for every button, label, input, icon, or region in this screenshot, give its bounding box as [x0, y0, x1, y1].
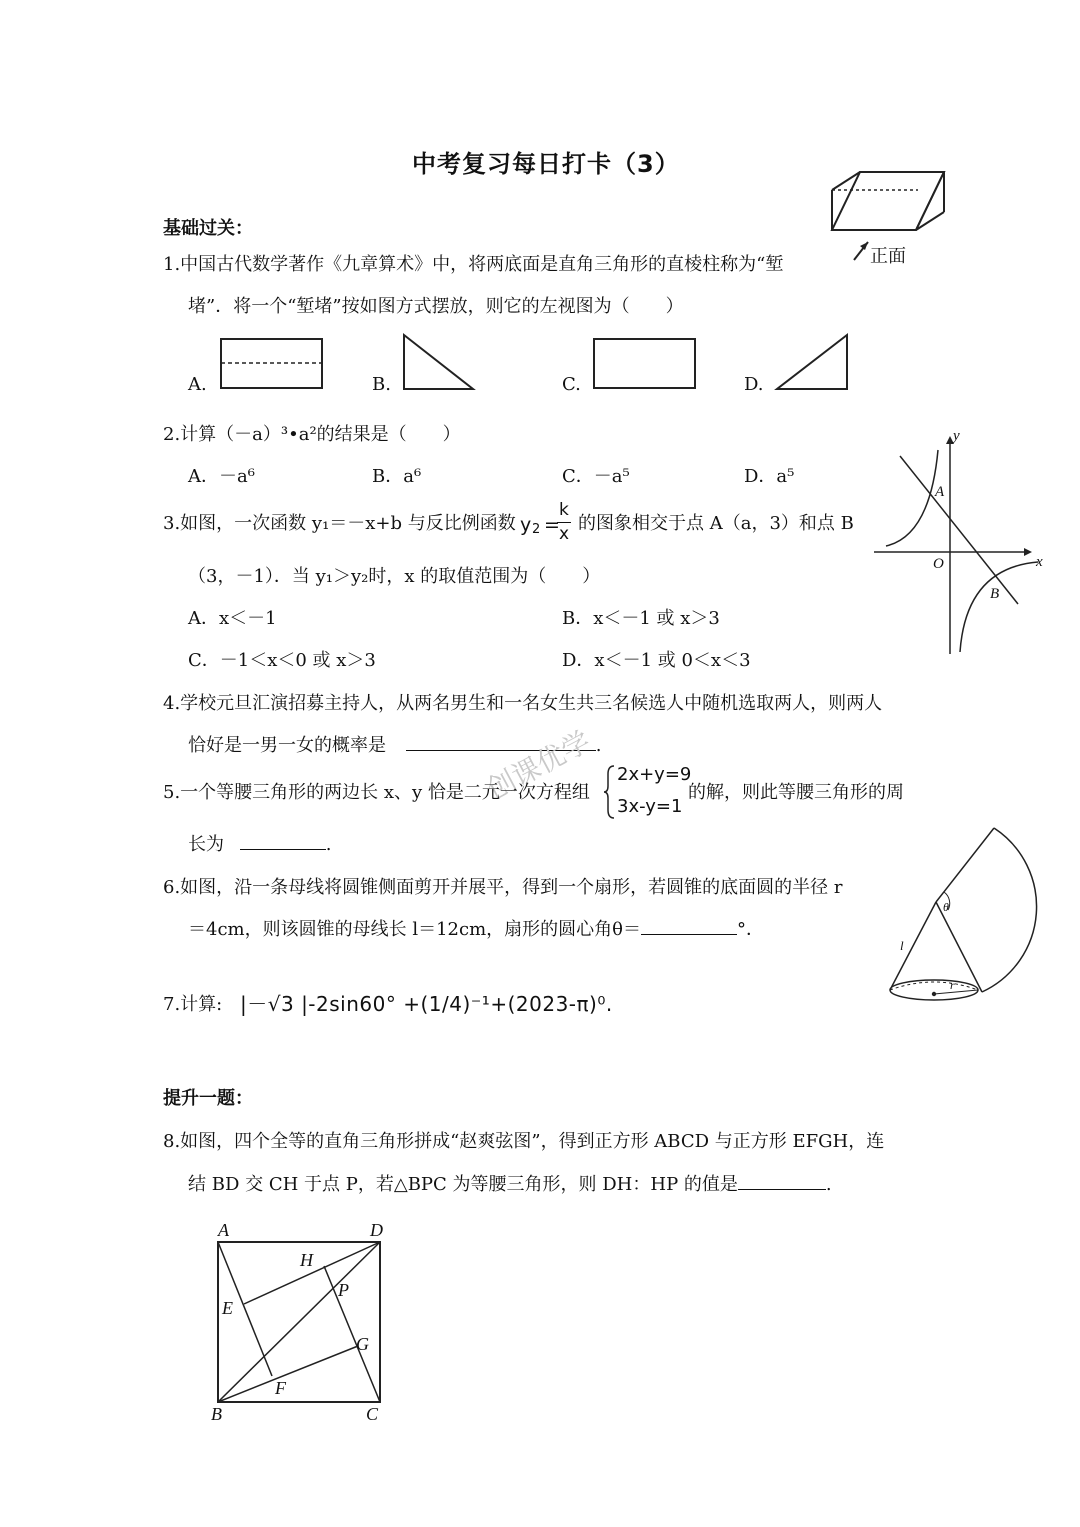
q2-option-d: D．a⁵: [744, 466, 795, 487]
q1-line2: 堵”．将一个“堑堵”按如图方式摆放，则它的左视图为（ ）: [188, 296, 684, 317]
watermark: 创课优学: [481, 724, 596, 807]
q8-line1: 8.如图，四个全等的直角三角形拼成“赵爽弦图”，得到正方形 ABCD 与正方形 EFGH，连: [163, 1131, 885, 1152]
q6-answer-blank[interactable]: [641, 916, 737, 935]
q3-graph-point-b-label: B: [990, 586, 1000, 602]
q1-option-c-label: C.: [562, 374, 581, 395]
q1-line1: 1.中国古代数学著作《九章算术》中，将两底面是直角三角形的直棱柱称为“堑: [163, 254, 784, 275]
q3-fraction: y 2 = k x: [520, 500, 570, 544]
q3-graph-y-label: y: [953, 428, 960, 444]
q6-line2-text: ＝4cm，则该圆锥的母线长 l＝12cm，扇形的圆心角θ＝: [188, 919, 641, 940]
q3-line2: （3，－1）．当 y₁＞y₂时，x 的取值范围为（ ）: [188, 566, 601, 587]
q2-option-b: B．a⁶: [372, 466, 422, 487]
q6-line1: 6.如图，沿一条母线将圆锥侧面剪开并展平，得到一个扇形，若圆锥的底面圆的半径 r: [163, 877, 843, 898]
q2-text: 2.计算（－a）³•a²的结果是（ ）: [163, 424, 461, 445]
q5-line2-text: 长为: [188, 834, 224, 855]
q5-answer-blank[interactable]: [240, 831, 326, 850]
q2-option-c: C．－a⁵: [562, 466, 630, 487]
q1-option-d-figure: [776, 334, 850, 392]
q6-r-label: r: [950, 978, 955, 992]
q3-graph-point-a-label: A: [935, 484, 945, 500]
q8-label-h: H: [300, 1250, 313, 1270]
q3-option-c: C．－1＜x＜0 或 x＞3: [188, 650, 376, 671]
q8-label-a: A: [218, 1220, 229, 1240]
section-basic-heading: 基础过关：: [163, 218, 253, 239]
q3-line1a: 3.如图，一次函数 y₁＝－x+b 与反比例函数: [163, 513, 516, 534]
q3-graph-x-label: x: [1036, 554, 1043, 570]
q1-option-b-label: B.: [372, 374, 391, 395]
q8-label-g: G: [356, 1334, 369, 1354]
q7-prefix: 7.计算:: [163, 994, 223, 1015]
q6-cone-sector-figure: [886, 826, 1038, 1006]
front-label: 正面: [870, 246, 906, 267]
q3-fraction-den: x: [559, 524, 570, 544]
q5-equation-2: 3x-y=1: [617, 796, 683, 817]
q3-fraction-y: y: [520, 514, 532, 536]
q8-line2-text: 结 BD 交 CH 于点 P，若△BPC 为等腰三角形，则 DH：HP 的值是: [188, 1174, 738, 1195]
q3-line1b: 的图象相交于点 A（a，3）和点 B: [578, 513, 854, 534]
q8-label-d: D: [370, 1220, 383, 1240]
q3-graph-origin-label: O: [933, 556, 944, 572]
q5-line1b: 的解，则此等腰三角形的周: [688, 782, 904, 803]
section-advanced-heading: 提升一题：: [163, 1088, 253, 1109]
q3-function-graph: [870, 428, 1046, 658]
q5-equation-1: 2x+y=9: [617, 764, 692, 785]
q8-label-c: C: [366, 1404, 379, 1424]
q1-option-c-figure: [593, 338, 697, 390]
page-title: 中考复习每日打卡（3）: [412, 150, 680, 178]
q5-line1a: 5.一个等腰三角形的两边长 x、y 恰是二元一次方程组: [163, 782, 590, 803]
q1-option-a-label: A.: [188, 374, 207, 395]
q3-option-a: A．x＜－1: [188, 608, 277, 629]
q8-label-p: P: [338, 1280, 349, 1300]
q8-label-b: B: [211, 1404, 222, 1424]
q4-line2-text: 恰好是一男一女的概率是: [188, 735, 386, 756]
q3-fraction-sub: 2: [532, 522, 541, 537]
q8-label-e: E: [222, 1298, 233, 1318]
q4-line1: 4.学校元旦汇演招募主持人，从两名男生和一名女生共三名候选人中随机选取两人，则两人: [163, 693, 883, 714]
q8-answer-blank[interactable]: [738, 1171, 826, 1190]
q3-option-d: D．x＜－1 或 0＜x＜3: [562, 650, 751, 671]
q1-option-b-figure: [403, 334, 475, 392]
q5-line2: 长为 .: [188, 830, 331, 856]
q6-theta-label: θ: [943, 900, 949, 914]
q8-zhao-shuang-figure: [214, 1238, 384, 1406]
q2-option-a: A．－a⁶: [188, 466, 255, 487]
q5-brace: [604, 764, 616, 820]
q6-line2: ＝4cm，则该圆锥的母线长 l＝12cm，扇形的圆心角θ＝ °．: [188, 915, 764, 941]
q8-line2: 结 BD 交 CH 于点 P，若△BPC 为等腰三角形，则 DH：HP 的值是 .: [188, 1170, 832, 1196]
q6-l-label: l: [900, 938, 904, 953]
q7-expression: |－√3 |-2sin60° +(1/4)⁻¹+(2023-π)⁰.: [240, 992, 613, 1016]
q1-option-a-figure: [220, 338, 324, 390]
q3-fraction-num: k: [559, 500, 569, 520]
q1-option-d-label: D.: [744, 374, 764, 395]
q3-option-b: B．x＜－1 或 x＞3: [562, 608, 720, 629]
q8-label-f: F: [275, 1378, 286, 1398]
q4-line2: 恰好是一男一女的概率是 .: [188, 731, 601, 757]
